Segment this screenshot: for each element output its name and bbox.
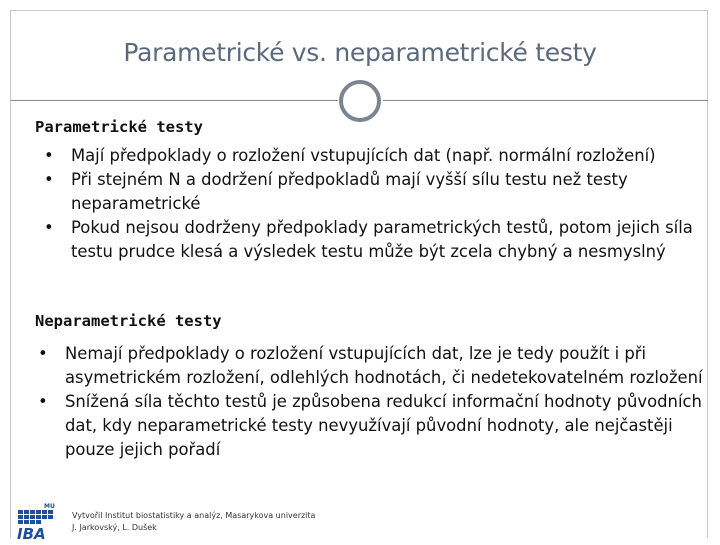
parametric-bullet-list: [71, 144, 711, 264]
section-heading-parametric: Parametrické testy: [35, 118, 203, 136]
decorative-circle-icon: [339, 80, 381, 122]
bullet-item: • Snížená síla těchto testů je způsobena redukcí informační hodnoty původních dat, kdy neparametrické testy nevyužívají původní hodnoty, ale nejčastěji pouze jejich pořadí: [65, 390, 705, 462]
iba-logo: [14, 500, 58, 540]
slide-title: Parametrické vs. neparametrické testy: [123, 38, 597, 67]
iba-logo-icon: [14, 500, 58, 540]
bullet-item: • Nemají předpoklady o rozložení vstupujících dat, lze je tedy použít i při asymetrickém rozložení, odlehlých hodnotách, či nedetekovatelném rozložení: [65, 342, 705, 390]
nonparametric-bullet-list: [65, 342, 705, 462]
logo-superscript: MU: [44, 503, 55, 510]
footer-line-authors: J. Jarkovský, L. Dušek: [72, 523, 157, 532]
logo-text: IBA: [17, 525, 46, 540]
bullet-item: • Pokud nejsou dodrženy předpoklady parametrických testů, potom jejich síla testu prudce klesá a výsledek testu může být zcela chybný a nesmyslný: [71, 216, 711, 264]
footer-line-institute: Vytvořil Institut biostatistiky a analýz, Masarykova univerzita: [72, 511, 316, 520]
title-divider-left: [11, 100, 338, 101]
bullet-item: • Při stejném N a dodržení předpokladů mají vyšší sílu testu než testy neparametrické: [71, 168, 711, 216]
title-divider-right: [383, 100, 708, 101]
footer-credits: [72, 510, 315, 534]
bullet-item: • Mají předpoklady o rozložení vstupujících dat (např. normální rozložení): [71, 144, 711, 168]
section-heading-nonparametric: Neparametrické testy: [35, 312, 222, 330]
